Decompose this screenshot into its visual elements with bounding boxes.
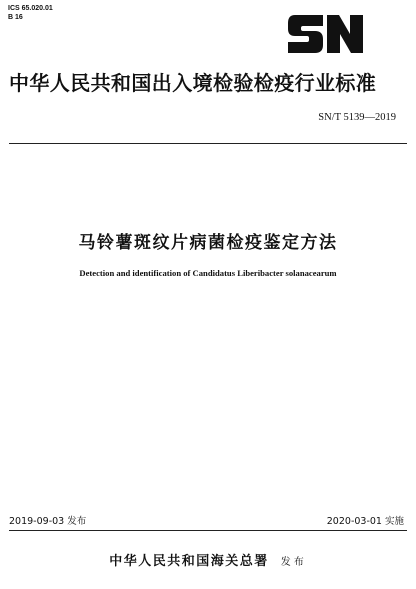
standard-number: SN/T 5139—2019 [318,112,396,123]
implementation-date: 2020-03-01 实施 [326,516,404,527]
document-title-english: Detection and identification of Candidatus Liberibacter solanacearum [79,268,337,278]
ics-code: ICS 65.020.01 [8,5,53,12]
issuer-line [0,550,416,569]
issue-date: 2019-09-03 发布 [9,516,87,527]
issuer-name: 中华人民共和国海关总署 [109,554,269,569]
document-title-chinese: 马铃薯斑纹片病菌检疫鉴定方法 [78,233,338,253]
sn-logo [287,12,365,56]
organization-title: 中华人民共和国出入境检验检疫行业标准 [9,71,377,95]
release-label: 发布 [280,557,307,568]
ccs-code: B 16 [8,14,23,21]
bottom-divider [9,530,407,531]
top-divider [9,143,407,144]
classification-codes [8,4,53,22]
